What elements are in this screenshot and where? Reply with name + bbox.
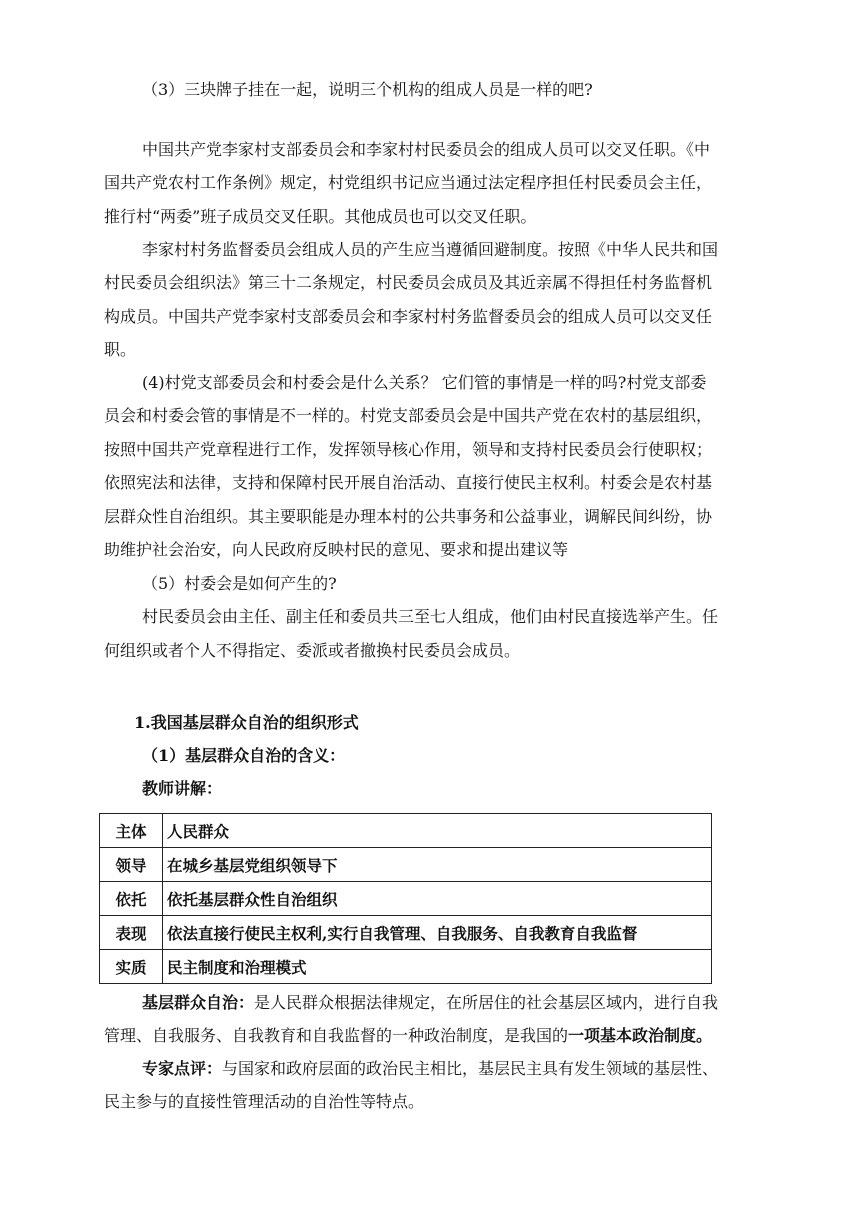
text-line: 员会和村委会管的事情是不一样的。村党支部委员会是中国共产党在农村的基层组织， <box>104 406 713 425</box>
text-line: 国共产党农村工作条例》规定，村党组织书记应当通过法定程序担任村民委员会主任， <box>104 173 713 192</box>
text-line: 推行村“两委”班子成员交叉任职。其他成员也可以交叉任职。 <box>104 207 537 226</box>
text-line: 村民委员会组织法》第三十二条规定，村民委员会成员及其近亲属不得担任村务监督机 <box>104 273 713 292</box>
question-3: （3）三块牌子挂在一起，说明三个机构的组成人员是一样的吧? <box>142 80 593 99</box>
table-value-cell: 依法直接行使民主权利,实行自我管理、自我服务、自我教育自我监督 <box>163 916 712 950</box>
text-line: 层群众性自治组织。其主要职能是办理本村的公共事务和公益事业，调解民间纠纷，协 <box>104 507 713 526</box>
text-line: 村民委员会由主任、副主任和委员共三至七人组成，他们由村民直接选举产生。任 <box>142 607 719 626</box>
definition-text: 管理、自我服务、自我教育和自我监督的一种政治制度，是我国的 <box>104 1026 569 1045</box>
comment-line <box>142 1059 810 1079</box>
table-row <box>100 814 712 848</box>
section-subheading: （1）基层群众自治的含义： <box>142 746 346 765</box>
table-key-cell: 领导 <box>100 848 163 882</box>
definition-line <box>104 1026 772 1046</box>
section-heading: 1.我国基层群众自治的组织形式 <box>134 713 359 732</box>
text-line: 构成员。中国共产党李家村支部委员会和李家村村务监督委员会的组成人员可以交叉任 <box>104 307 713 326</box>
question-5: （5）村委会是如何产生的? <box>142 574 337 593</box>
table-row <box>100 950 712 984</box>
comment-line: 民主参与的直接性管理活动的自治性等特点。 <box>104 1092 425 1111</box>
table-value-cell: 人民群众 <box>163 814 712 848</box>
table-row <box>100 882 712 916</box>
table-key-cell: 表现 <box>100 916 163 950</box>
text-line: 按照中国共产党章程进行工作，发挥领导核心作用，领导和支持村民委员会行使职权； <box>104 440 713 459</box>
table-key-cell: 依托 <box>100 882 163 916</box>
table-row <box>100 848 712 882</box>
definition-term: 基层群众自治： <box>142 993 255 1012</box>
table-row <box>100 916 712 950</box>
definition-table <box>99 813 712 984</box>
text-line: 职。 <box>104 340 137 359</box>
table-key-cell: 实质 <box>100 950 163 984</box>
comment-term: 专家点评： <box>142 1059 223 1078</box>
teacher-label: 教师讲解： <box>142 779 223 798</box>
definition-text: 是人民群众根据法律规定，在所居住的社会基层区域内，进行自我 <box>254 993 719 1012</box>
text-line: 助维护社会治安，向人民政府反映村民的意见、要求和提出建议等 <box>104 540 569 559</box>
text-line: 何组织或者个人不得指定、委派或者撤换村民委员会成员。 <box>104 641 521 660</box>
text-line: 中国共产党李家村支部委员会和李家村村民委员会的组成人员可以交叉任职。《中 <box>142 140 711 159</box>
question-4: (4)村党支部委员会和村委会是什么关系？ 它们管的事情是一样的吗?村党支部委 <box>142 373 707 392</box>
comment-text: 与国家和政府层面的政治民主相比，基层民主具有发生领域的基层性、 <box>222 1059 719 1078</box>
table-value-cell: 民主制度和治理模式 <box>163 950 712 984</box>
text-line: 李家村村务监督委员会组成人员的产生应当遵循回避制度。按照《中华人民共和国 <box>142 240 719 259</box>
table-value-cell: 依托基层群众性自治组织 <box>163 882 712 916</box>
table-key-cell: 主体 <box>100 814 163 848</box>
table-value-cell: 在城乡基层党组织领导下 <box>163 848 712 882</box>
definition-line <box>142 993 810 1013</box>
text-line: 依照宪法和法律，支持和保障村民开展自治活动、直接行使民主权利。村委会是农村基 <box>104 473 713 492</box>
definition-emphasis: 一项基本政治制度。 <box>568 1026 713 1045</box>
